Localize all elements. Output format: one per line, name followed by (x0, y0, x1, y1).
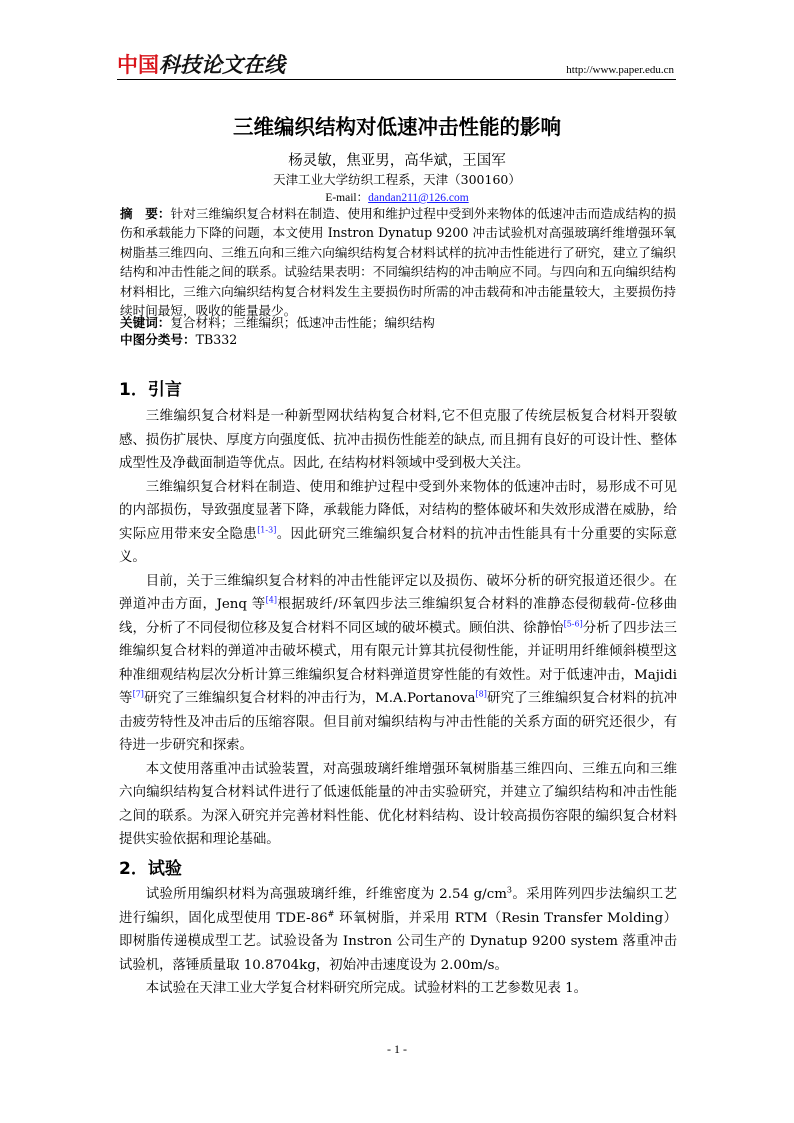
abstract-label: 摘 要： (120, 206, 171, 221)
superscript: 3 (506, 885, 512, 895)
paragraph: 本试验在天津工业大学复合材料研究所完成。试验材料的工艺参数见表 1。 (145, 981, 588, 996)
paper-title: 三维编织结构对低速冲击性能的影响 (233, 115, 561, 139)
affiliation: 天津工业大学纺织工程系，天津（300160） (273, 172, 521, 187)
logo-red-text: 中国 (117, 53, 159, 77)
citation[interactable]: [5-6] (563, 619, 583, 629)
page-number: - 1 - (387, 1042, 407, 1056)
header-divider (117, 79, 676, 80)
superscript: # (327, 909, 335, 919)
classification-label: 中图分类号： (120, 332, 196, 347)
journal-logo[interactable] (117, 52, 285, 78)
email-link[interactable]: dandan211@126.com (368, 192, 469, 204)
classification (120, 330, 676, 349)
introduction-body (119, 405, 677, 852)
keywords-text: 复合材料；三维编织；低速冲击性能；编织结构 (170, 315, 435, 330)
logo-black-text: 科技论文在线 (159, 53, 285, 77)
abstract (120, 204, 676, 320)
email-label: E-mail： (325, 192, 369, 204)
paragraph: 三维编织复合材料是一种新型网状结构复合材料,它不但克服了传统层板复合材料开裂敏感、损伤扩展快、厚度方向强度低、抗冲击损伤性能差的缺点, 而且拥有良好的可设计性、整体成型性及净截面制造等优点。因此, 在结构材料领域中受到极大关注。 (119, 409, 677, 471)
citation[interactable]: [8] (475, 689, 487, 699)
contact-email (0, 189, 794, 205)
keywords-label: 关键词： (120, 315, 171, 330)
section-heading-introduction: 1．引言 (119, 380, 182, 400)
classification-text: TB332 (195, 332, 238, 347)
section-heading-experiment: 2．试验 (119, 859, 182, 879)
citation[interactable]: [1-3] (257, 525, 277, 535)
citation[interactable]: [7] (132, 689, 144, 699)
author-list: 杨灵敏，焦亚男，高华斌，王国军 (288, 153, 506, 169)
header-url[interactable]: http://www.paper.edu.cn (566, 64, 674, 76)
paragraph: 试验所用编织材料为高强玻璃纤维，纤维密度为 2.54 $g/cm^3$。采用阵列四步法编织工艺进行编织，固化成型使用 TDE-86# 环氧树脂，并采用 RTM（Resin Transfer Molding）即树脂传递模成型工艺。试验设备为 Instron 公司生产的 Dynatup 9200 system 落重冲击试验机，落锤质量取 10.8704kg，初始冲击速度设为 2.00m/s。 (119, 885, 678, 973)
paragraph: 目前，关于三维编织复合材料的冲击性能评定以及损伤、破坏分析的研究报道还很少。在弹道冲击方面，Jenq 等[4]根据玻纤/环氧四步法三维编织复合材料的准静态侵彻载荷-位移曲线，分析了不同侵彻位移及复合材料不同区域的破坏模式。顾伯洪、徐静怡[5-6]分析了四步法三维编织复合材料的弹道冲击破坏模式，用有限元计算其抗侵彻性能，并证明用纤维倾斜模型这种准细观结构层次分析计算三维编织复合材料弹道贯穿性能的有效性。对于低速冲击，Majidi 等[7]研究了三维编织复合材料的冲击行为，M.A.Portanova[8]研究了三维编织复合材料的抗冲击疲劳特性及冲击后的压缩容限。但目前对编织结构与冲击性能的关系方面的研究还很少，有待进一步研究和探索。 (119, 573, 678, 753)
page-header (117, 52, 677, 82)
experiment-body (119, 883, 677, 1001)
abstract-text: 针对三维编织复合材料在制造、使用和维护过程中受到外来物体的低速冲击而造成结构的损伤和承载能力下降的问题，本文使用 Instron Dynatup 9200 冲击试验机对高强玻璃纤维增强环氧树脂基三维四向、三维五向和三维六向编织结构复合材料试样的抗冲击性能进行了研究，建立了编织结构和冲击性能之间的联系。试验结果表明：不同编织结构的冲击响应不同。与四向和五向编织结构材料相比，三维六向编织结构复合材料发生主要损伤时所需的冲击载荷和冲击能量较大，主要损伤持续时间最短，吸收的能量最少。 (120, 206, 677, 319)
paragraph: 本文使用落重冲击试验装置，对高强玻璃纤维增强环氧树脂基三维四向、三维五向和三维六向编织结构复合材料试件进行了低速低能量的冲击实验研究，并建立了编织结构和冲击性能之间的联系。为深入研究并完善材料性能、优化材料结构、设计较高损伤容限的编织复合材料提供实验依据和理论基础。 (119, 761, 677, 847)
paragraph: 三维编织复合材料在制造、使用和维护过程中受到外来物体的低速冲击时，易形成不可见的内部损伤，导致强度显著下降，承载能力降低，对结构的整体破坏和失效形成潜在威胁，给实际应用带来安全隐患[1-3]。因此研究三维编织复合材料的抗冲击性能具有十分重要的实际意义。 (119, 479, 678, 565)
citation[interactable]: [4] (265, 595, 278, 605)
